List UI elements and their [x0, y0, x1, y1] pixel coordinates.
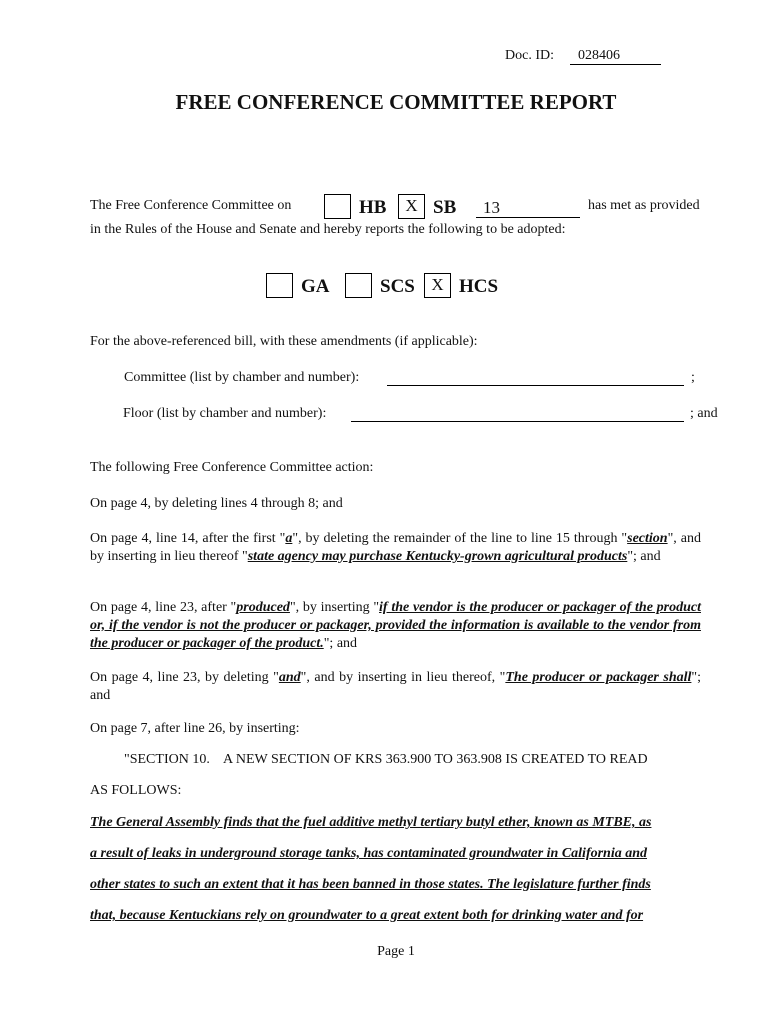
committee-field[interactable]: [387, 385, 684, 386]
hb-label: HB: [359, 197, 387, 218]
action-3: On page 4, line 23, after "produced", by inserting "if the vendor is the producer or packager of the product or, if the vendor is not the producer or packager, provided the information is available to the vendor from the producer or packager of the product."; and: [90, 600, 701, 651]
scs-checkbox[interactable]: [345, 273, 372, 298]
intro-line2: in the Rules of the House and Senate and hereby reports the following to be adopted:: [90, 222, 566, 237]
actions-heading: The following Free Conference Committee action:: [90, 460, 374, 475]
section-body-line-2: a result of leaks in underground storage tanks, has contaminated groundwater in California and: [90, 846, 648, 861]
floor-tail: ; and: [690, 406, 718, 421]
section-body-line-3: other states to such an extent that it has been banned in those states. The legislature further finds: [90, 877, 651, 892]
committee-label: Committee (list by chamber and number):: [124, 370, 360, 385]
hb-checkbox[interactable]: [324, 194, 351, 219]
action-1: On page 4, by deleting lines 4 through 8; and: [90, 496, 343, 511]
action-5: On page 7, after line 26, by inserting:: [90, 721, 300, 736]
sb-checkbox[interactable]: X: [398, 194, 425, 219]
as-follows: AS FOLLOWS:: [90, 783, 182, 798]
bill-number[interactable]: 13: [483, 198, 500, 217]
committee-tail: ;: [691, 370, 695, 385]
page-number: Page 1: [377, 944, 415, 959]
doc-id-value: 028406: [578, 48, 620, 63]
section-body-line-4: that, because Kentuckians rely on groundwater to a great extent both for drinking water and for: [90, 908, 644, 923]
section-heading: "SECTION 10. A NEW SECTION OF KRS 363.900 TO 363.908 IS CREATED TO READ: [124, 752, 648, 767]
amendments-heading: For the above-referenced bill, with these amendments (if applicable):: [90, 334, 478, 349]
bill-number-underline: [476, 217, 580, 218]
hcs-label: HCS: [459, 276, 499, 297]
hcs-checkbox[interactable]: X: [424, 273, 451, 298]
intro-line1: The Free Conference Committee on: [90, 198, 292, 213]
page-title: FREE CONFERENCE COMMITTEE REPORT: [175, 90, 617, 114]
floor-label: Floor (list by chamber and number):: [123, 406, 327, 421]
action-2: On page 4, line 14, after the first "a", by deleting the remainder of the line to line 15 through "section", and by inserting in lieu thereof "state agency may purchase Kentucky-grown agricultural products"; and: [90, 531, 701, 564]
section-body-line-1: The General Assembly finds that the fuel additive methyl tertiary butyl ether, known as MTBE, as: [90, 815, 652, 830]
scs-label: SCS: [380, 276, 415, 297]
action-4: On page 4, line 23, by deleting "and", and by inserting in lieu thereof, "The producer or packager shall"; and: [90, 670, 702, 703]
doc-id-underline: [570, 64, 661, 65]
ga-label: GA: [301, 276, 330, 297]
doc-id-label: Doc. ID:: [505, 48, 554, 63]
intro-line1-tail: has met as provided: [588, 198, 700, 213]
ga-checkbox[interactable]: [266, 273, 293, 298]
sb-label: SB: [433, 197, 457, 218]
floor-field[interactable]: [351, 421, 684, 422]
